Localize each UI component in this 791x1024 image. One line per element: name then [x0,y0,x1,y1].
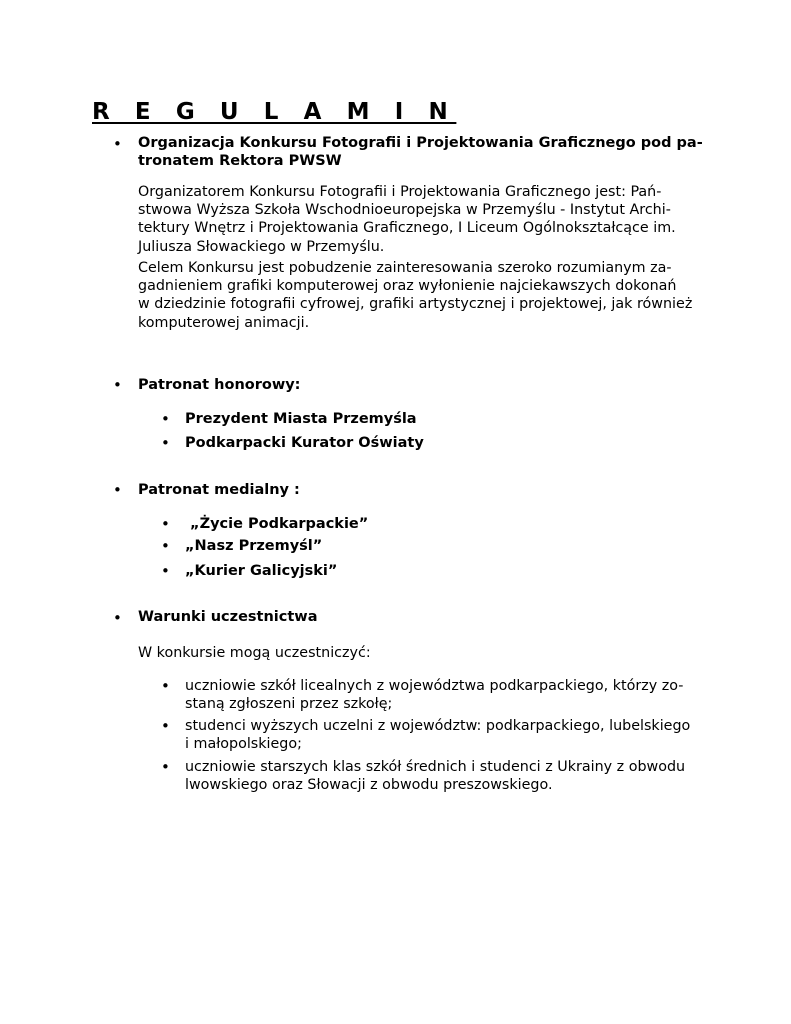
bullet-icon: • [161,515,170,533]
bullet-icon: • [161,717,170,735]
paragraph-line: Celem Konkursu jest pobudzenie zainteresowania szeroko rozumianym za- [138,260,672,276]
section-heading: Patronat medialny : [138,482,300,498]
bullet-icon: • [161,677,170,695]
paragraph-line: Juliusza Słowackiego w Przemyślu. [138,238,385,255]
bullet-icon: • [161,410,170,428]
paragraph-line: gadnieniem grafiki komputerowej oraz wyłonienie najciekawszych dokonań [138,278,677,295]
list-item: „Kurier Galicyjski” [185,563,338,579]
bullet-icon: • [161,434,170,452]
list-item: Prezydent Miasta Przemyśla [185,411,417,427]
paragraph-line: Organizatorem Konkursu Fotografii i Projektowania Graficznego jest: Pań- [138,184,662,200]
item-line: lwowskiego oraz Słowacji z obwodu preszowskiego. [185,777,553,794]
bullet-icon: • [161,758,170,776]
list-item [185,677,683,713]
paragraph-line: komputerowej animacji. [138,314,310,331]
bullet-icon: • [113,376,122,394]
section-heading: Warunki uczestnictwa [138,609,318,625]
bullet-icon: • [113,481,122,499]
bullet-icon: • [113,135,122,153]
intro-text: W konkursie mogą uczestniczyć: [138,645,371,661]
bullet-icon: • [161,562,170,580]
list-item: „Nasz Przemyśl” [185,538,323,554]
heading-line: tronatem Rektora PWSW [138,153,342,169]
list-item: Podkarpacki Kurator Oświaty [185,435,424,451]
document-title: R E G U L A M I N [92,99,457,125]
goal-paragraph [138,259,708,332]
item-line: studenci wyższych uczelni z województw: podkarpackiego, lubelskiego [185,718,691,734]
item-line: uczniowie starszych klas szkół średnich i studenci z Ukrainy z obwodu [185,759,686,775]
item-line: i małopolskiego; [185,736,302,753]
list-item: „Życie Podkarpackie” [185,516,369,532]
list-item [185,717,690,753]
bullet-icon: • [161,537,170,555]
item-line: staną zgłoszeni przez szkołę; [185,696,393,713]
section-heading [138,134,708,170]
paragraph-line: stwowa Wyższa Szkoła Wschodnioeuropejska w Przemyślu - Instytut Archi- [138,202,671,219]
heading-line: Organizacja Konkursu Fotografii i Projektowania Graficznego pod pa- [138,135,703,151]
list-item [185,758,685,794]
item-line: uczniowie szkół licealnych z województwa podkarpackiego, którzy zo- [185,678,684,694]
paragraph-line: w dziedzinie fotografii cyfrowej, grafiki artystycznej i projektowej, jak również [138,296,693,313]
bullet-icon: • [113,609,122,627]
section-heading: Patronat honorowy: [138,377,301,393]
paragraph-line: tektury Wnętrz i Projektowania Graficznego, I Liceum Ogólnokształcące im. [138,220,676,237]
organizer-paragraph [138,183,708,256]
